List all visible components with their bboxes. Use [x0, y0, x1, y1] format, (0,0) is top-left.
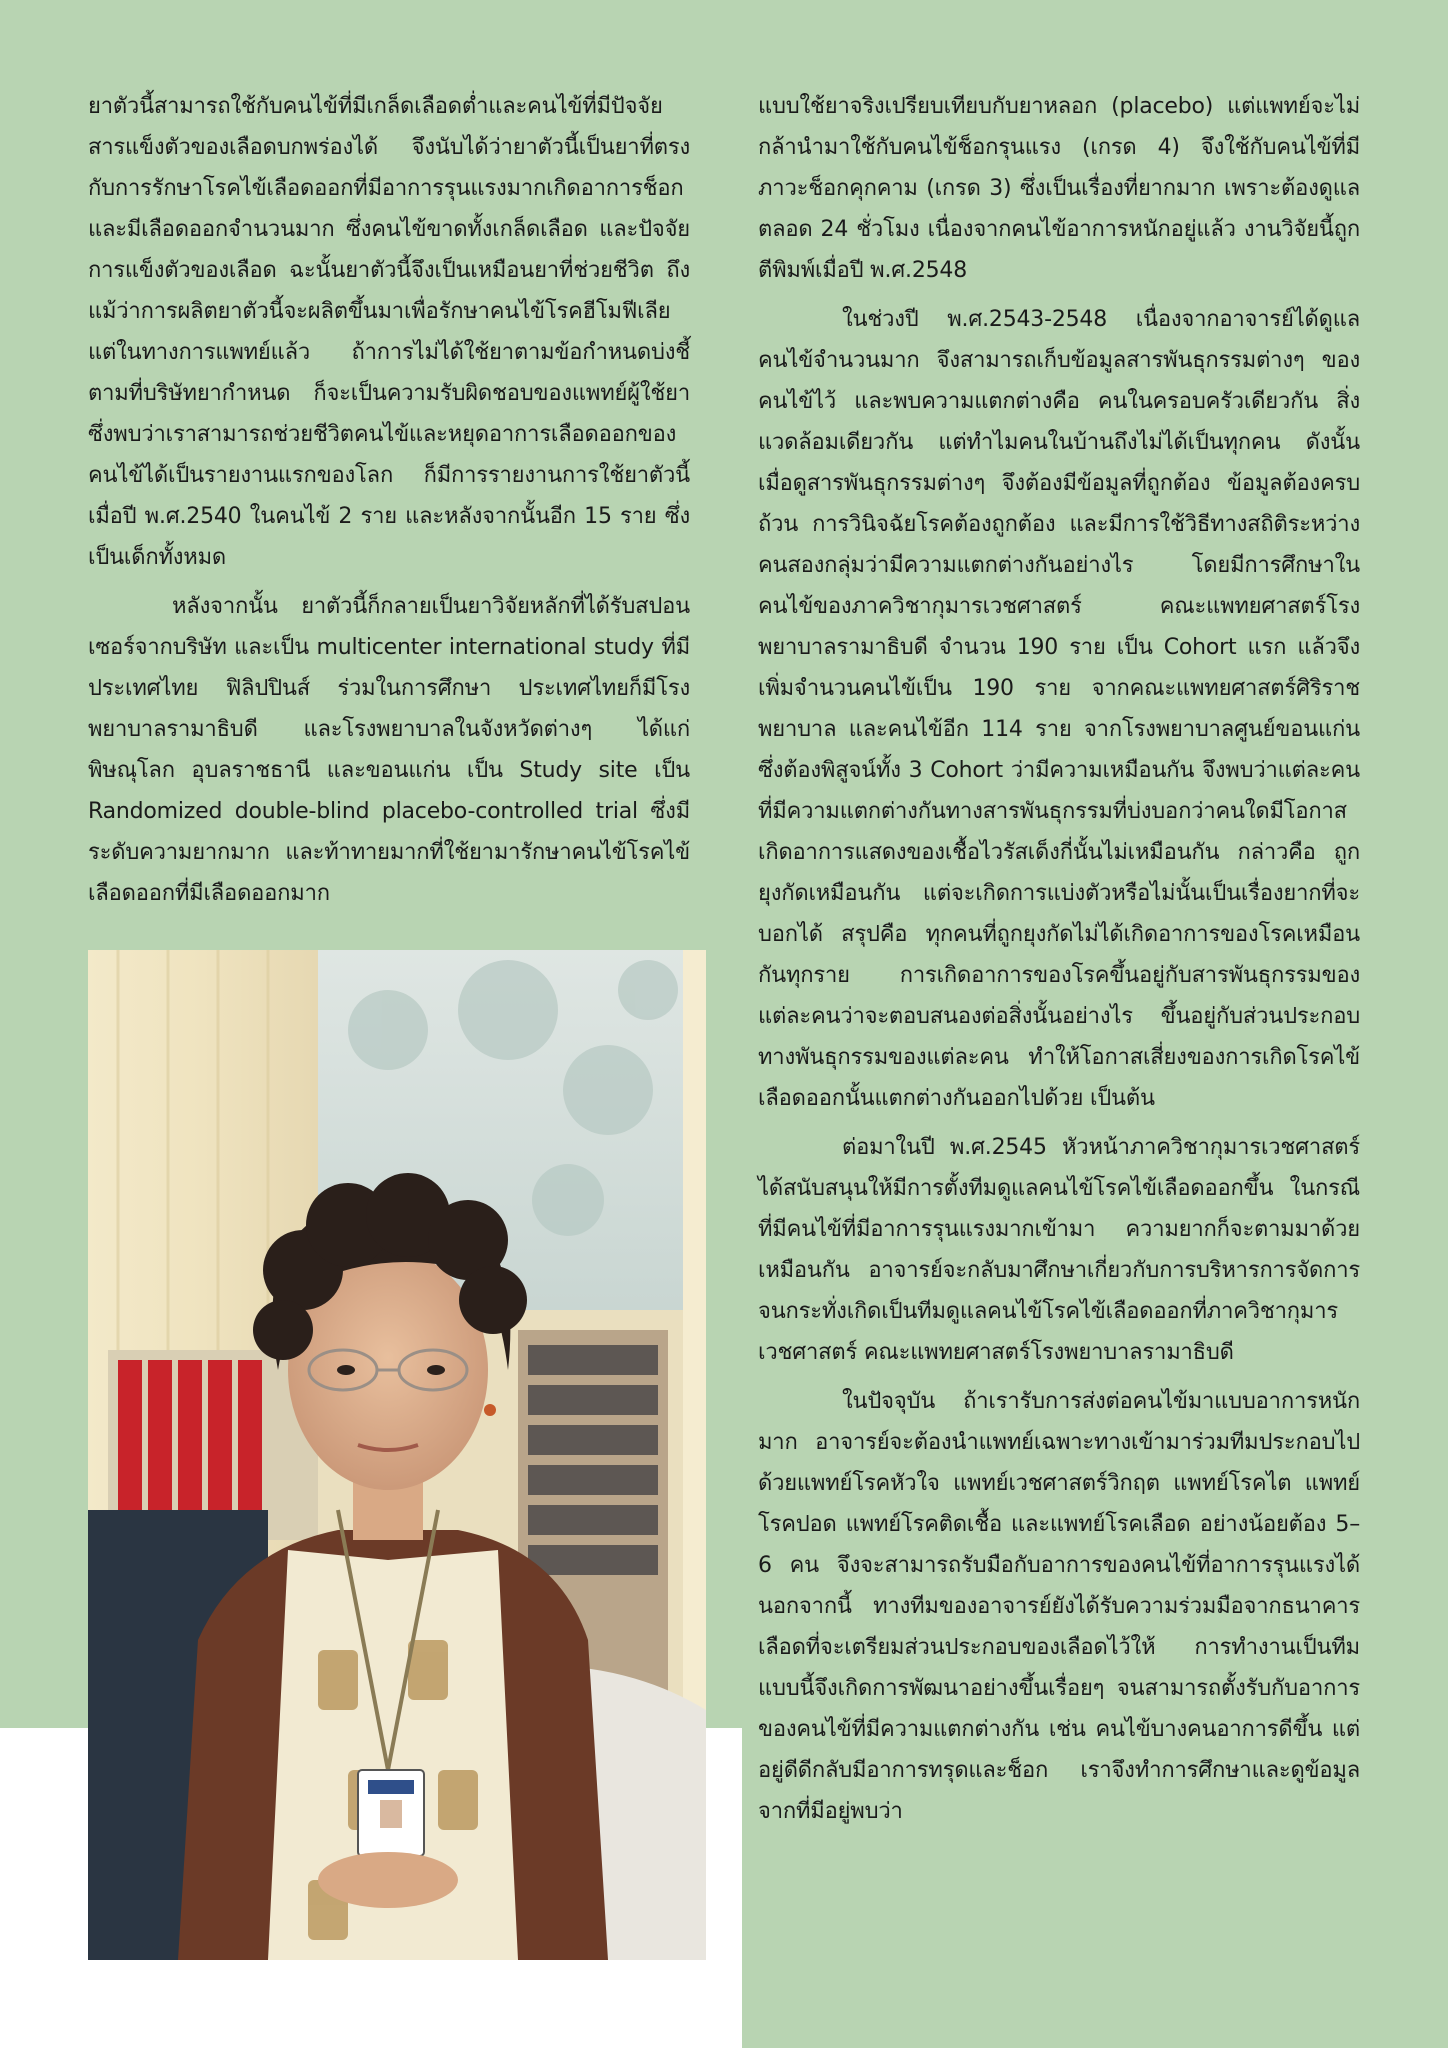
paragraph: ยาตัวนี้สามารถใช้กับคนไข้ที่มีเกล็ดเลือดต่ำและคนไข้ที่มีปัจจัยสารแข็งตัวของเลือดบกพร่องได้ จึงนับได้ว่ายาตัวนี้เป็นยาที่ตรงกับการรักษาโรคไข้เลือดออกที่มีอาการรุนแรงมากเกิดอาการช็อก และมีเลือดออกจำนวนมาก ซึ่งคนไข้ขาดทั้งเกล็ดเลือด และปัจจัยการแข็งตัวของเลือด ฉะนั้นยาตัวนี้จึงเป็นเหมือนยาที่ช่วยชีวิต ถึงแม้ว่าการผลิตยาตัวนี้จะผลิตขึ้นมาเพื่อรักษาคนไข้โรคฮีโมฟีเลีย แต่ในทางการแพทย์แล้ว ถ้าการไม่ได้ใช้ยาตามข้อกำหนดบ่งชี้ตามที่บริษัทยากำหนด ก็จะเป็นความรับผิดชอบของแพทย์ผู้ใช้ยา ซึ่งพบว่าเราสามารถช่วยชีวิตคนไข้และหยุดอาการเลือดออกของคนไข้ได้เป็นรายงานแรกของโลก ก็มีการรายงานการใช้ยาตัวนี้เมื่อปี พ.ศ.2540 ในคนไข้ 2 ราย และหลังจากนั้นอีก 15 ราย ซึ่งเป็นเด็กทั้งหมด: [88, 94, 690, 570]
paragraph: ต่อมาในปี พ.ศ.2545 หัวหน้าภาควิชากุมารเวชศาสตร์ได้สนับสนุนให้มีการตั้งทีมดูแลคนไข้โรคไข้เลือดออกขึ้น ในกรณีที่มีคนไข้ที่มีอาการรุนแรงมากเข้ามา ความยากก็จะตามมาด้วยเหมือนกัน อาจารย์จะกลับมาศึกษาเกี่ยวกับการบริหารการจัดการ จนกระทั่งเกิดเป็นทีมดูแลคนไข้โรคไข้เลือดออกที่ภาควิชากุมารเวชศาสตร์ คณะแพทยศาสตร์โรงพยาบาลรามาธิบดี: [758, 1135, 1360, 1365]
left-text-column: [88, 86, 690, 922]
paragraph: ในปัจจุบัน ถ้าเรารับการส่งต่อคนไข้มาแบบอาการหนักมาก อาจารย์จะต้องนำแพทย์เฉพาะทางเข้ามาร่วมทีมประกอบไปด้วยแพทย์โรคหัวใจ แพทย์เวชศาสตร์วิกฤต แพทย์โรคไต แพทย์โรคปอด แพทย์โรคติดเชื้อ และแพทย์โรคเลือด อย่างน้อยต้อง 5–6 คน จึงจะสามารถรับมือกับอาการของคนไข้ที่อาการรุนแรงได้ นอกจากนี้ ทางทีมของอาจารย์ยังได้รับความร่วมมือจากธนาคารเลือดที่จะเตรียมส่วนประกอบของเลือดไว้ให้ การทำงานเป็นทีมแบบนี้จึงเกิดการพัฒนาอย่างขึ้นเรื่อยๆ จนสามารถตั้งรับกับอาการของคนไข้ที่มีความแตกต่างกัน เช่น คนไข้บางคนอาการดีขึ้น แต่อยู่ดีดีกลับมีอาการทรุดและช็อก เราจึงทำการศึกษาและดูข้อมูลจากที่มีอยู่พบว่า: [758, 1389, 1360, 1824]
paragraph: หลังจากนั้น ยาตัวนี้ก็กลายเป็นยาวิจัยหลักที่ได้รับสปอนเซอร์จากบริษัท และเป็น multicenter international study ที่มีประเทศไทย ฟิลิปปินส์ ร่วมในการศึกษา ประเทศไทยก็มีโรงพยาบาลรามาธิบดี และโรงพยาบาลในจังหวัดต่างๆ ได้แก่ พิษณุโลก อุบลราชธานี และขอนแก่น เป็น Study site เป็น Randomized double-blind placebo-controlled trial ซึ่งมีระดับความยากมาก และท้าทายมากที่ใช้ยามารักษาคนไข้โรคไข้เลือดออกที่มีเลือดออกมาก: [88, 594, 690, 906]
paragraph: ในช่วงปี พ.ศ.2543-2548 เนื่องจากอาจารย์ได้ดูแลคนไข้จำนวนมาก จึงสามารถเก็บข้อมูลสารพันธุกรรมต่างๆ ของคนไข้ไว้ และพบความแตกต่างคือ คนในครอบครัวเดียวกัน สิ่งแวดล้อมเดียวกัน แต่ทำไมคนในบ้านถึงไม่ได้เป็นทุกคน ดังนั้น เมื่อดูสารพันธุกรรมต่างๆ จึงต้องมีข้อมูลที่ถูกต้อง ข้อมูลต้องครบถ้วน การวินิจฉัยโรคต้องถูกต้อง และมีการใช้วิธีทางสถิติระหว่างคนสองกลุ่มว่ามีความแตกต่างกันอย่างไร โดยมีการศึกษาในคนไข้ของภาควิชากุมารเวชศาสตร์ คณะแพทยศาสตร์โรงพยาบาลรามาธิบดี จำนวน 190 ราย เป็น Cohort แรก แล้วจึงเพิ่มจำนวนคนไข้เป็น 190 ราย จากคณะแพทยศาสตร์ศิริราชพยาบาล และคนไข้อีก 114 ราย จากโรงพยาบาลศูนย์ขอนแก่น ซึ่งต้องพิสูจน์ทั้ง 3 Cohort ว่ามีความเหมือนกัน จึงพบว่าแต่ละคนที่มีความแตกต่างกันทางสารพันธุกรรมที่บ่งบอกว่าคนใดมีโอกาสเกิดอาการแสดงของเชื้อไวรัสเด็งกี่นั้นไม่เหมือนกัน กล่าวคือ ถูกยุงกัดเหมือนกัน แต่จะเกิดการแบ่งตัวหรือไม่นั้นเป็นเรื่องยากที่จะบอกได้ สรุปคือ ทุกคนที่ถูกยุงกัดไม่ได้เกิดอาการของโรคเหมือนกันทุกราย การเกิดอาการของโรคขึ้นอยู่กับสารพันธุกรรมของแต่ละคนว่าจะตอบสนองต่อสิ่งนั้นอย่างไร ขึ้นอยู่กับส่วนประกอบทางพันธุกรรมของแต่ละคน ทำให้โอกาสเสี่ยงของการเกิดโรคไข้เลือดออกนั้นแตกต่างกันออกไปด้วย เป็นต้น: [758, 307, 1360, 1111]
right-text-column: [758, 86, 1360, 1840]
portrait-photo: [88, 950, 706, 1960]
paragraph: แบบใช้ยาจริงเปรียบเทียบกับยาหลอก (placebo) แต่แพทย์จะไม่กล้านำมาใช้กับคนไข้ช็อกรุนแรง (เกรด 4) จึงใช้กับคนไข้ที่มีภาวะช็อกคุกคาม (เกรด 3) ซึ่งเป็นเรื่องที่ยากมาก เพราะต้องดูแลตลอด 24 ชั่วโมง เนื่องจากคนไข้อาการหนักอยู่แล้ว งานวิจัยนี้ถูกตีพิมพ์เมื่อปี พ.ศ.2548: [758, 94, 1360, 283]
